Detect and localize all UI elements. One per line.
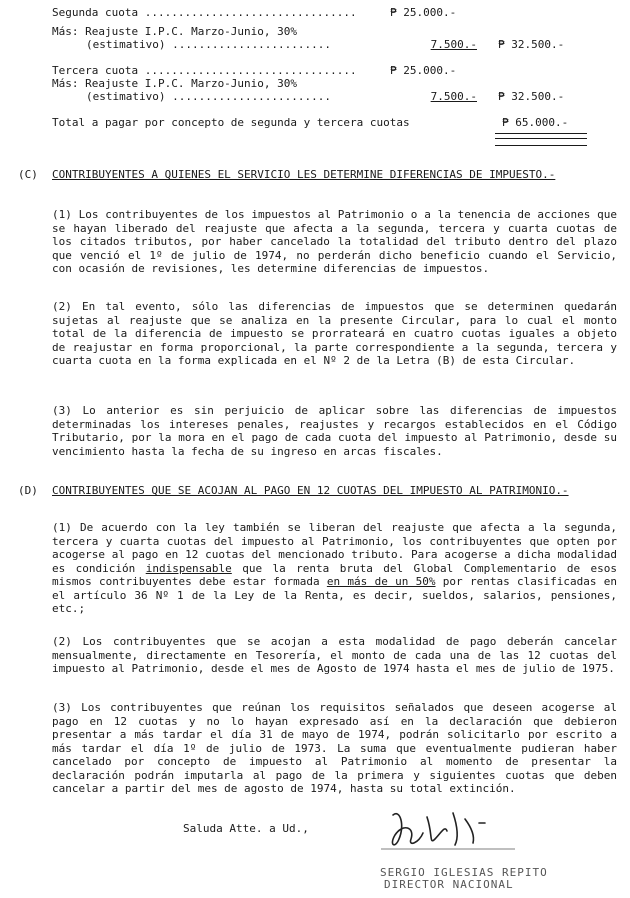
section-c-paragraph-2: (2) En tal evento, sólo las diferencias de impuestos que se determinen quedarán sujetas al reajuste que se analiza en la presente Circular, para lo cual el monto total de la diferencia de impuesto se prorrateará en cuatro cuotas iguales a objeto de reajustar en forma proporcional, la parte correspondiente a la segunda, tercera y cuarta cuota en la forma explicada en el Nº 2 de la Letra (B) de esta Circular. [52,300,617,367]
section-c-paragraph-3: (3) Lo anterior es sin perjuicio de aplicar sobre las diferencias de impuestos determinadas los intereses penales, reajustes y recargos establecidos en el Código Tributario, por la mora en el pago de cada cuota del impuesto al Patrimonio, desde su vencimiento hasta la fecha de su ingreso en arcas fiscales. [52,404,617,458]
section-d-p1-text-c: por rentas clasificadas en el artículo 36 Nº 1 de la Ley de la Renta, es decir, sueldos, salarios, pensiones, etc.; [52,575,617,615]
section-c-label: (C) [18,168,38,181]
salutation: Saluda Atte. a Ud., [183,822,309,835]
segunda-cuota-total: ₱ 32.500.- [498,38,565,51]
total-rule-2 [495,138,587,139]
section-d-p1-text-a: (1) De acuerdo con la ley también se liberan del reajuste que afecta a la segunda, tercera y cuarta cuotas del impuesto al Patrimonio, los contribuyentes que opten por acogerse al pago en 12 cuotas del mencionado tributo. Para acogerse a dicha modalidad es condición [52,521,617,575]
section-d-paragraph-3: (3) Los contribuyentes que reúnan los requisitos señalados que deseen acogerse al pago en 12 cuotas y no lo hayan expresado así en la declaración que debieron presentar a más tardar el día 31 de mayo de 1974, podrán solicitarlo por escrito a más tardar el día 1º de julio de 1973. La suma que eventualmente pudieran haber cancelado por concepto de impuesto al Patrimonio al momento de presentar la declaración podrán imputarla al pago de la primera y siguientes cuotas que deben cancelar a partir del mes de agosto de 1974, hasta su total extinción. [52,701,617,795]
segunda-cuota-amount: ₱ 25.000.- [390,6,457,19]
tercera-cuota-label: Tercera cuota ................................ [52,64,357,77]
tercera-reajuste-line: Más: Reajuste I.P.C. Marzo-Junio, 30% [52,77,298,90]
section-d-p1-text-b: que la renta bruta del Global Complementario de esos mismos contribuyentes debe estar formada [52,561,618,588]
tercera-reajuste-amount: 7.500.- [430,90,477,103]
section-d-p1-underline-1: indispensable [145,561,232,575]
segunda-reajuste-line: Más: Reajuste I.P.C. Marzo-Junio, 30% [52,25,298,38]
section-d-title: CONTRIBUYENTES QUE SE ACOJAN AL PAGO EN 12 CUOTAS DEL IMPUESTO AL PATRIMONIO.- [52,484,569,497]
segunda-reajuste-amount: 7.500.- [430,38,477,51]
signer-title: DIRECTOR NACIONAL [384,878,514,891]
total-amount: ₱ 65.000.- [502,116,569,129]
total-label: Total a pagar por concepto de segunda y tercera cuotas [52,116,410,129]
segunda-cuota-label: Segunda cuota ................................ [52,6,357,19]
section-d-p1-underline-2: en más de un 50% [326,575,436,588]
signer-name: SERGIO IGLESIAS REPITO [380,866,548,879]
tercera-cuota-total: ₱ 32.500.- [498,90,565,103]
total-rule-3 [495,145,587,146]
section-d-paragraph-1 [52,521,617,616]
section-c-paragraph-1: (1) Los contribuyentes de los impuestos al Patrimonio o a la tenencia de acciones que se hayan liberado del reajuste que afecta a la segunda, tercera y cuarta cuotas de los citados tributos, por haber cancelado la totalidad del tributo dentro del plazo que venció el 1º de julio de 1974, no perderán dicho beneficio cuando el Servicio, con ocasión de revisiones, les determine diferencias de impuestos. [52,208,617,275]
tercera-reajuste-estimativo: (estimativo) ........................ [86,90,332,103]
segunda-reajuste-estimativo: (estimativo) ........................ [86,38,332,51]
tercera-cuota-amount: ₱ 25.000.- [390,64,457,77]
section-d-paragraph-2: (2) Los contribuyentes que se acojan a esta modalidad de pago deberán cancelar mensualmente, directamente en Tesorería, el monto de cada una de las 12 cuotas del impuesto al Patrimonio, desde el mes de Agosto de 1974 hasta el mes de julio de 1975. [52,635,617,675]
total-rule-1 [495,133,587,134]
section-d-label: (D) [18,484,38,497]
section-c-title: CONTRIBUYENTES A QUIENES EL SERVICIO LES DETERMINE DIFERENCIAS DE IMPUESTO.- [52,168,556,181]
handwritten-signature [375,805,525,855]
